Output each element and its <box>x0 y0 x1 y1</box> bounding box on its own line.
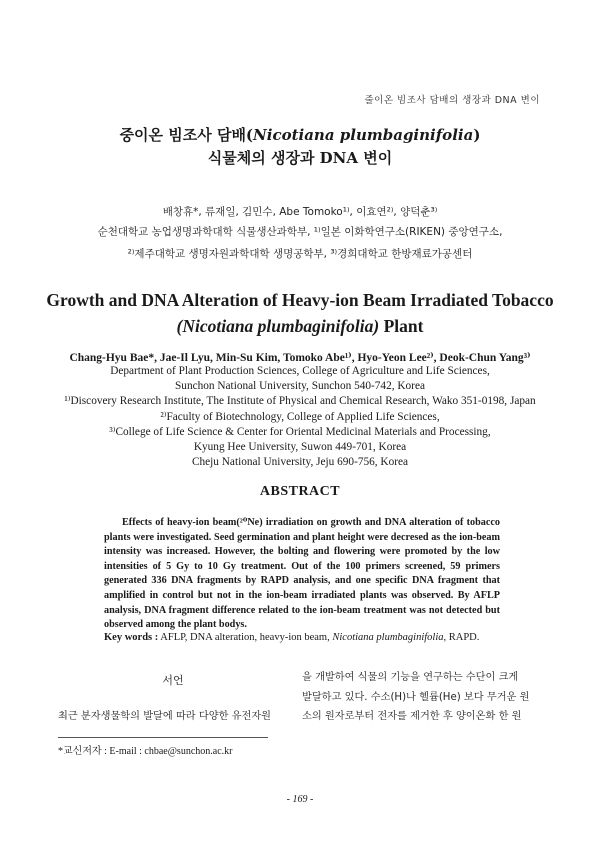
korean-title-species: Nicotiana plumbaginifolia <box>253 126 474 144</box>
english-title <box>0 287 600 339</box>
keywords-label: Key words : <box>104 632 159 643</box>
english-title-line-1: Growth and DNA Alteration of Heavy-ion Beam Irradiated Tobacco <box>46 290 554 310</box>
affiliation-line: Sunchon National University, Sunchon 540-742, Korea <box>175 380 425 393</box>
intro-heading: 서언 <box>162 674 184 687</box>
english-affiliations <box>0 364 600 470</box>
affiliation-line: Kyung Hee University, Suwon 449-701, Korea <box>193 441 407 454</box>
korean-title <box>0 124 600 170</box>
korean-affiliation-2: ²⁾제주대학교 생명자원과학대학 생명공학부, ³⁾경희대학교 한방재료가공센터 <box>127 248 473 260</box>
english-title-line-2 <box>0 313 600 339</box>
corresponding-author-footnote: *교신저자 : E-mail : chbae@sunchon.ac.kr <box>58 746 233 757</box>
keywords <box>104 632 479 643</box>
english-title-suffix: Plant <box>379 316 424 336</box>
keywords-text: AFLP, DNA alteration, heavy-ion beam, <box>158 632 333 643</box>
korean-affiliation-1: 순천대학교 농업생명과학대학 식물생산과학부, ¹⁾일본 이화학연구소(RIKEN) 중앙연구소, <box>97 226 503 238</box>
affiliation-line: Cheju National University, Jeju 690-756, Korea <box>191 456 409 469</box>
intro-left-text: 최근 분자생물학의 발달에 따라 다양한 유전자원 <box>58 711 272 722</box>
keywords-suffix: , RAPD. <box>443 632 480 643</box>
english-title-species: (Nicotiana plumbaginifolia) <box>176 316 380 336</box>
korean-authors: 배창휴*, 류재일, 김민수, Abe Tomoko¹⁾, 이효연²⁾, 양덕춘³⁾ <box>162 206 438 218</box>
intro-right-line-1: 을 개발하여 식물의 기능을 연구하는 수단이 크게 <box>302 672 519 683</box>
abstract-body: Effects of heavy-ion beam(²⁰Ne) irradiation on growth and DNA alteration of tobacco plants were investigated. Seed germination and plant height were decresed as the ion-beam intensity was increased. However, the bolting and flowering were promoted by the low intensities of 5 Gy to 10 Gy treatment. Out of the 100 primers screened, 59 primers generated 336 DNA fragments by RAPD analysis, and one specific DNA fragment that amplified in control but not in the ion-beam irradiated plants was observed. By AFLP analysis, DNA fragment difference related to the ion-beam treatment was not detected but observed among the plant bodys. <box>104 517 500 631</box>
affiliation-line: ¹⁾Discovery Research Institute, The Institute of Physical and Chemical Research, Wako 351-0198, Japan <box>64 395 536 408</box>
affiliation-line: Department of Plant Production Sciences, College of Agriculture and Life Sciences, <box>110 365 490 377</box>
intro-right-line-3: 소의 원자로부터 전자를 제거한 후 양이온화 한 원 <box>302 711 522 722</box>
korean-title-line-1 <box>0 124 600 147</box>
english-authors: Chang-Hyu Bae*, Jae-Il Lyu, Min-Su Kim, Tomoko Abe¹⁾, Hyo-Yeon Lee²⁾, Deok-Chun Yang³⁾ <box>69 352 531 364</box>
intro-right-line-2: 발달하고 있다. 수소(H)나 헬륨(He) 보다 무거운 원 <box>302 692 530 703</box>
keywords-species: Nicotiana plumbaginifolia <box>332 632 444 643</box>
korean-title-prefix: 중이온 빔조사 담배( <box>119 126 254 144</box>
affiliation-line: ³⁾College of Life Science & Center for Oriental Medicinal Materials and Processing, <box>109 425 491 438</box>
footnote-divider <box>58 737 268 738</box>
abstract-heading: ABSTRACT <box>259 484 341 499</box>
korean-title-suffix: ) <box>473 126 481 144</box>
korean-title-line-2: 식물체의 생장과 DNA 변이 <box>207 149 393 167</box>
running-head: 줄이온 빔조사 담배의 생장과 DNA 변이 <box>364 95 540 106</box>
page-number: - 169 - <box>286 794 314 805</box>
affiliation-line: ²⁾Faculty of Biotechnology, College of Applied Life Sciences, <box>160 410 440 423</box>
